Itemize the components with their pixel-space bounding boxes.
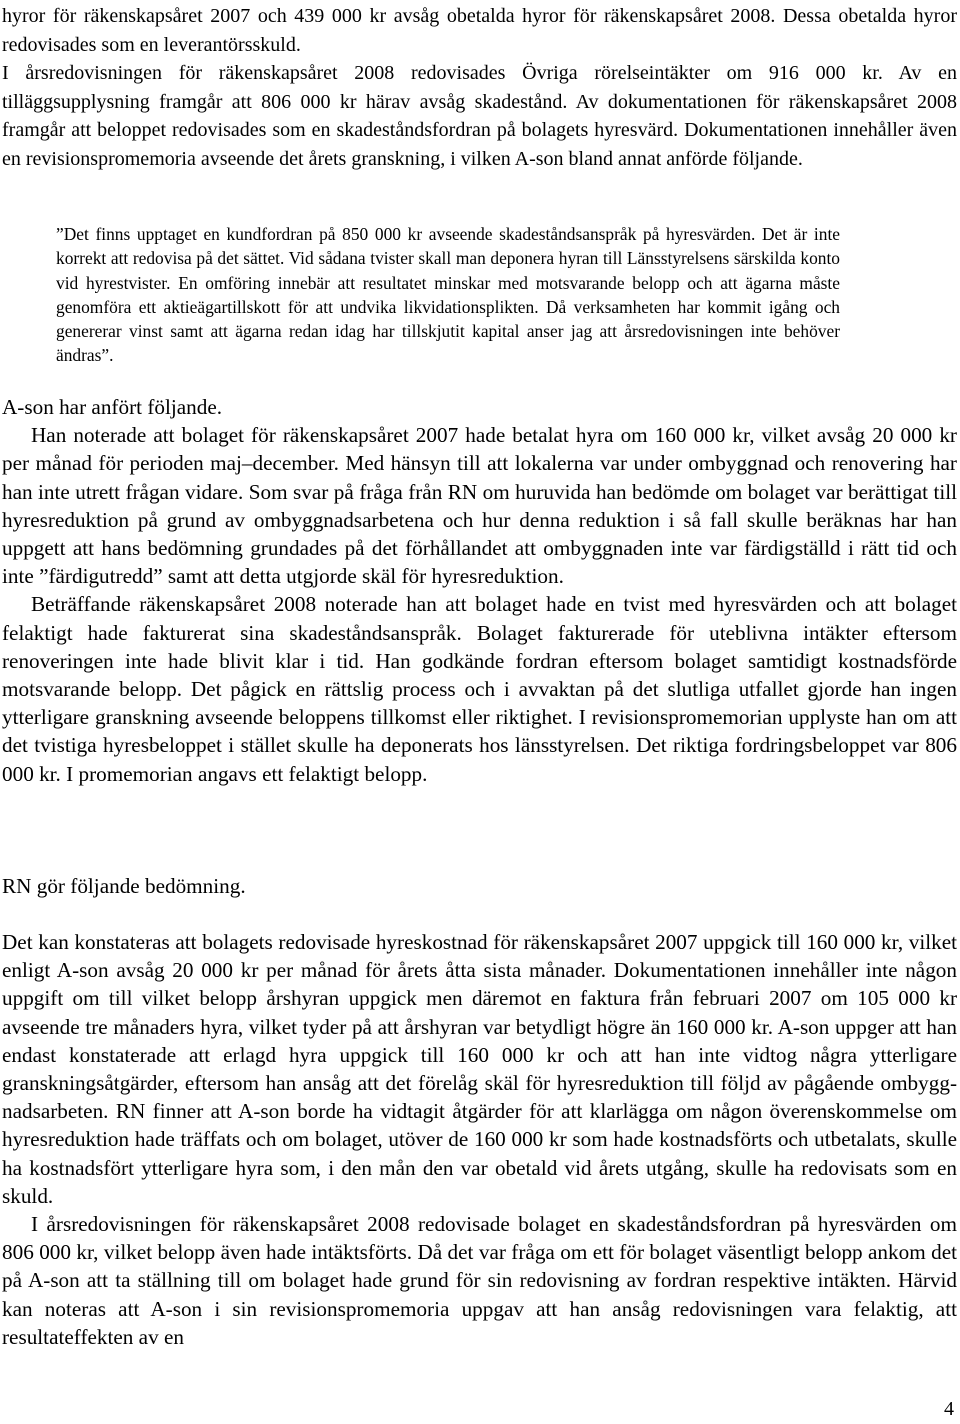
ason-heading: A-son har anfört följande. — [2, 395, 223, 419]
paragraph-assessment-claim: I årsredovisningen för räkenskapsåret 2008 redovisade bolaget en skadeståndsfordran på hyresvärden om 806 000 kr, vilket belopp även hade intäktsförts. Då det var fråga om ett för bolaget väsentligt belopp ankom det på A-son att ta ställning till om bolaget hade grund för sin redovisning av fordran respektive intäkten. Härvid kan noteras att A-son i sin revisionspromemoria uppgav att han ansåg redovisningen vara felaktig, att resultateffekten av en — [2, 1212, 957, 1349]
paragraph-unpaid-rent: hyror för räkenskapsåret 2007 och 439 000 kr avsåg obetalda hyror för räkenskapsåret 2008. Dessa obetalda hyror redovisades som en leverantörsskuld. — [2, 5, 957, 56]
rn-heading-section — [2, 872, 957, 900]
block-quote-memo — [56, 222, 840, 368]
assessment-section — [2, 928, 957, 1351]
ason-section — [2, 393, 957, 788]
page-number: 4 — [944, 1398, 954, 1420]
intro-section — [2, 2, 957, 173]
rn-heading: RN gör följande bedömning. — [2, 874, 246, 898]
paragraph-assessment-rent: Det kan konstateras att bolagets redovisade hyreskostnad för räkenskapsåret 2007 uppgick till 160 000 kr, vilket enligt A-son avsåg 20 000 kr per månad för årets åtta sista månader. Dokumentationen innehåller inte någon uppgift om till vilket belopp årshyran uppgick men däremot en faktura från februari 2007 om 105 000 kr avseende tre månaders hyra, vilket tyder på att årshyran var betydligt högre än 160 000 kr. A-son uppger att han endast konstaterade att erlagd hyra uppgick till 160 000 kr och att han inte vidtog några ytterligare granskningsåtgärder, eftersom han ansåg att det förelåg skäl för hyresreduktion till följd av pågående ombyggnadsarbeten. RN finner att A-son borde ha vidtagit åtgärder för att klarlägga om någon överenskommelse om hyresreduktion hade träffats och om bolaget, utöver de 160 000 kr som hade kostnadsförts och utbetalats, skulle ha kostnadsfört ytterligare hyra som, i den mån den var obetald vid årets utgång, skulle ha redovisats som en skuld. — [2, 930, 957, 1208]
paragraph-rent-2007: Han noterade att bolaget för räkenskapsåret 2007 hade betalat hyra om 160 000 kr, vilket avsåg 20 000 kr per månad för perioden maj–december. Med hänsyn till att lokalerna var under ombyggnad och renovering har han inte utrett frågan vidare. Som svar på fråga från RN om huruvida han bedömde om bolaget var berättigat till hyresreduktion på grund av ombyggnadsarbetena och hur denna reduktion i så fall skulle beräknas har han uppgett att hans bedömning grundades på det förhållandet att ombyggnaden inte var färdigställd i rätt tid och inte ”färdigutredd” samt att detta utgjorde skäl för hyresreduktion. — [2, 423, 957, 589]
paragraph-annual-report-2008: I årsredovisningen för räkenskapsåret 2008 redovisades Övriga rörelseintäkter om 916 000 kr. Av en tilläggsupplysning framgår att 806 000 kr härav avsåg skadestånd. Av dokumentationen för räkenskapsåret 2008 framgår att beloppet redovisades som en skadeståndsfordran på bolagets hyresvärd. Dokumentationen innehåller även en revisionspromemoria avseende det årets granskning, i vilken A-son bland annat anförde följande. — [2, 62, 957, 170]
quote-text: ”Det finns upptaget en kundfordran på 850 000 kr avseende skadeståndsanspråk på hyresvärden. Det är inte korrekt att redovisa på det sättet. Vid sådana tvister skall man deponera hyran till Länsstyrelsens särskilda konto vid hyrestvister. En omföring innebär att resultatet minskar med motsvarande belopp och att ägarna måste genomföra ett aktieägartillskott för att undvika likvidationsplikten. Då verksamheten har kommit igång och genererar vinst samt att ägarna redan idag har tillskjutit kapital anser jag att årsredovisningen inte behöver ändras”. — [56, 224, 840, 366]
paragraph-dispute-2008: Beträffande räkenskapsåret 2008 noterade han att bolaget hade en tvist med hyresvärden och att bolaget felaktigt hade fakturerat sina skadeståndsanspråk. Bolaget fakturerade för uteblivna intäkter eftersom renoveringen inte hade blivit klar i tid. Han godkände fordran eftersom bolaget samtidigt kostnadsförde motsvarande belopp. Det pågick en rättslig process och i avvaktan på det slutliga utfallet gjorde han ingen ytterligare granskning avseende beloppens tillkomst eller riktighet. I revisionspromemorian upplyste han om att det tvistiga hyresbeloppet i stället skulle ha deponerats hos länsstyrelsen. Det riktiga fordringsbeloppet var 806 000 kr. I promemorian angavs ett felaktigt belopp. — [2, 592, 957, 786]
